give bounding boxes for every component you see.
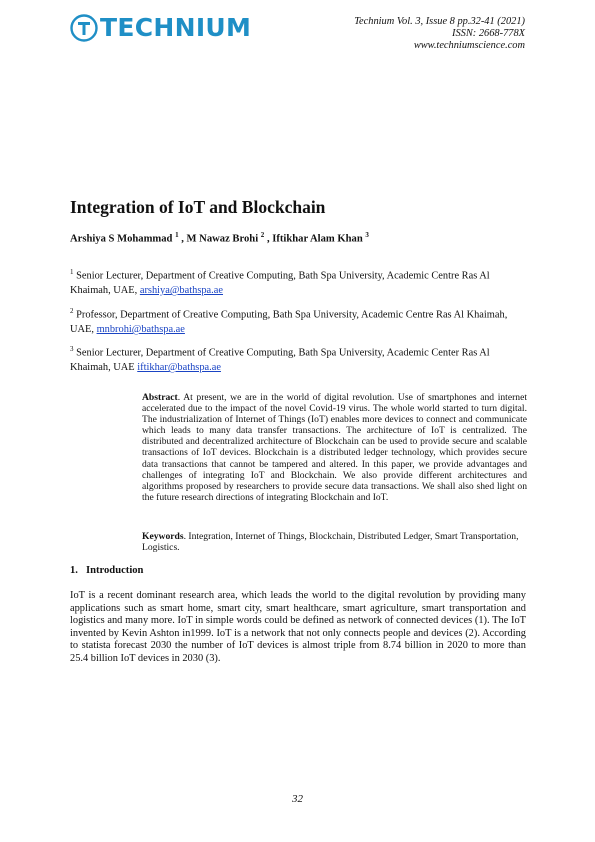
affiliation-text: Senior Lecturer, Department of Creative Computing, Bath Spa University, Academic Center Ras Al Khaimah, UAE bbox=[70, 347, 490, 374]
author-affiliation-mark: 2 bbox=[260, 231, 265, 239]
journal-volume: Technium Vol. 3, Issue 8 pp.32-41 (2021) bbox=[354, 16, 525, 27]
journal-logo bbox=[70, 12, 251, 44]
section-number: 1. bbox=[70, 565, 78, 576]
keywords bbox=[142, 531, 527, 553]
email-link[interactable]: iftikhar@bathspa.ae bbox=[137, 362, 221, 374]
affiliation-text: Professor, Department of Creative Computing, Bath Spa University, Academic Centre Ras Al Khaimah, UAE, bbox=[70, 309, 508, 336]
author-affiliation-mark: 3 bbox=[365, 231, 369, 239]
logo-wordmark: TECHNIUM bbox=[100, 13, 252, 42]
author-name: M Nawaz Brohi bbox=[186, 233, 259, 245]
introduction-paragraph: IoT is a recent dominant research area, which leads the world to the digital revolution by providing many applications such as smart home, smart city, smart healthcare, smart agriculture, smart transportation and logistics and many more. IoT in simple words could be defined as network of connected devices (1). The IoT invented by Kevin Ashton in1999. IoT is a network that not only connects people and devices (2). According to statista forecast 2030 the number of IoT devices is almost triple from 8.74 billion in 2020 to more than 25.4 billion IoT devices in 2030 (3). bbox=[70, 590, 526, 664]
affiliation-mark: 3 bbox=[70, 345, 74, 353]
author-list: Arshiya S Mohammad $^1$ , M Nawaz Brohi $^2$ , Iftikhar Alam Khan $^3$ bbox=[70, 231, 369, 245]
affiliation-mark: 2 bbox=[70, 307, 74, 315]
keywords-label: Keywords bbox=[142, 531, 184, 542]
affiliation-mark: 1 bbox=[70, 268, 74, 276]
abstract-label: Abstract bbox=[142, 392, 178, 403]
author-affiliation-mark: 1 bbox=[175, 231, 179, 239]
section-title: Introduction bbox=[85, 565, 144, 576]
email-link[interactable]: mnbrohi@bathspa.ae bbox=[96, 324, 185, 336]
page-number: 32 bbox=[292, 793, 303, 805]
section-heading bbox=[70, 565, 143, 576]
author-name: Arshiya S Mohammad bbox=[70, 233, 173, 245]
affiliation-text: Senior Lecturer, Department of Creative Computing, Bath Spa University, Academic Centre Ras Al Khaimah, UAE, bbox=[70, 270, 490, 297]
abstract bbox=[142, 392, 527, 503]
keywords-text: . Integration, Internet of Things, Blockchain, Distributed Ledger, Smart Transportation, Logistics. bbox=[142, 531, 519, 554]
technium-logo-icon bbox=[70, 14, 98, 42]
affiliation-2 bbox=[70, 304, 526, 338]
journal-issn: ISSN: 2668-778X bbox=[451, 28, 525, 39]
journal-info bbox=[354, 16, 525, 52]
paper-title: Integration of IoT and Blockchain bbox=[70, 197, 326, 217]
journal-website[interactable]: www.techniumscience.com bbox=[413, 40, 525, 51]
author-name: Iftikhar Alam Khan bbox=[272, 233, 363, 245]
abstract-text: . At present, we are in the world of digital revolution. Use of smartphones and internet accelerated due to the impact of the novel Covid-19 virus. The whole world started to turn digital. The industrialization of Internet of Things (IoT) enables more devices to connect and communicate which leads to many data transfer transactions. The architecture of IoT is centralized. The distributed and decentralized architecture of Blockchain can be used to provide secure and scalable transactions of IoT devices. Blockchain is a distributed ledger technology, which provides secure data transactions that cannot be tampered and altered. In this paper, we provide advantages and challenges of integrating IoT and Blockchain. We also provide different architectures and algorithms proposed by researchers to provide secure data transactions. We shall also shed light on the future research directions of integrating Blockchain and IoT. bbox=[142, 392, 527, 503]
email-link[interactable]: arshiya@bathspa.ae bbox=[139, 285, 223, 297]
affiliation-3 bbox=[70, 342, 526, 376]
affiliation-1 bbox=[70, 265, 526, 299]
